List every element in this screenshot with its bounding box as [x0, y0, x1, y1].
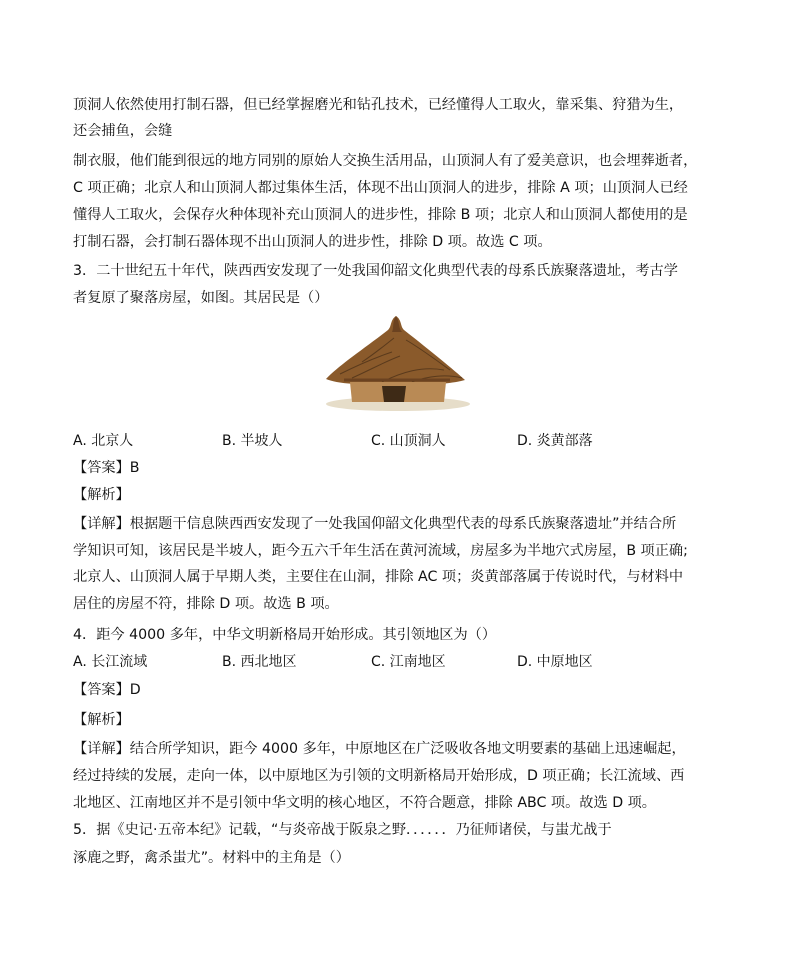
- q5-stem-line-2: 涿鹿之野，禽杀蚩尤”。材料中的主角是（）: [73, 850, 350, 866]
- q4-option-c: C. 江南地区: [371, 654, 446, 670]
- q4-analysis-label: 【解析】: [73, 712, 130, 728]
- intro-line-4: C 项正确；北京人和山顶洞人都过集体生活，体现不出山顶洞人的进步，排除 A 项；山顶洞人已经: [73, 180, 688, 196]
- q4-detail-line-1: 【详解】结合所学知识，距今 4000 多年，中原地区在广泛吸收各地文明要素的基础上迅速崛起，: [73, 741, 686, 757]
- hut-door: [382, 386, 406, 402]
- q4-option-b: B. 西北地区: [222, 654, 297, 670]
- intro-line-2: 还会捕鱼，会缝: [73, 123, 173, 139]
- intro-line-6: 打制石器，会打制石器体现不出山顶洞人的进步性，排除 D 项。故选 C 项。: [73, 234, 552, 250]
- q3-option-d: D. 炎黄部落: [517, 433, 593, 449]
- intro-line-1: 顶洞人依然使用打制石器，但已经掌握磨光和钻孔技术，已经懂得人工取火，靠采集、狩猎为生，: [73, 97, 684, 113]
- q3-detail-line-4: 居住的房屋不符，排除 D 项。故选 B 项。: [73, 596, 339, 612]
- q4-stem: 4．距今 4000 多年，中华文明新格局开始形成。其引领地区为（）: [73, 627, 497, 643]
- thatched-hut-illustration: [322, 312, 470, 414]
- q3-detail-line-2: 学知识可知，该居民是半坡人，距今五六千年生活在黄河流域，房屋多为半地穴式房屋，B 项正确;: [73, 543, 688, 559]
- q3-option-a: A. 北京人: [73, 433, 134, 449]
- q3-stem-line-1: 3．二十世纪五十年代，陕西西安发现了一处我国仰韶文化典型代表的母系氏族聚落遗址，考古学: [73, 263, 678, 279]
- intro-line-3: 制衣服，他们能到很远的地方同别的原始人交换生活用品，山顶洞人有了爱美意识，也会埋葬逝者，: [73, 153, 698, 169]
- q3-detail-line-1: 【详解】根据题干信息陕西西安发现了一处我国仰韶文化典型代表的母系氏族聚落遗址”并结合所: [73, 516, 677, 532]
- q3-option-c: C. 山顶洞人: [371, 433, 446, 449]
- q4-detail-line-3: 北地区、江南地区并不是引领中华文明的核心地区，不符合题意，排除 ABC 项。故选 D 项。: [73, 795, 656, 811]
- q3-option-b: B. 半坡人: [222, 433, 283, 449]
- q4-option-d: D. 中原地区: [517, 654, 593, 670]
- q5-stem-line-1: 5．据《史记·五帝本纪》记载，“与炎帝战于阪泉之野．．．．．．乃征师诸侯，与蚩尤战于: [73, 822, 612, 838]
- q4-option-a: A. 长江流域: [73, 654, 148, 670]
- q3-stem-line-2: 者复原了聚落房屋，如图。其居民是（）: [73, 290, 329, 306]
- q3-analysis-label: 【解析】: [73, 487, 130, 503]
- q4-detail-line-2: 经过持续的发展，走向一体，以中原地区为引领的文明新格局开始形成，D 项正确；长江流域、西: [73, 768, 685, 784]
- intro-line-5: 懂得人工取火，会保存火种体现补充山顶洞人的进步性，排除 B 项；北京人和山顶洞人都使用的是: [73, 207, 688, 223]
- q3-detail-line-3: 北京人、山顶洞人属于早期人类，主要住在山洞，排除 AC 项；炎黄部落属于传说时代，与材料中: [73, 569, 684, 585]
- q4-answer: 【答案】D: [73, 682, 141, 698]
- q3-answer: 【答案】B: [73, 460, 140, 476]
